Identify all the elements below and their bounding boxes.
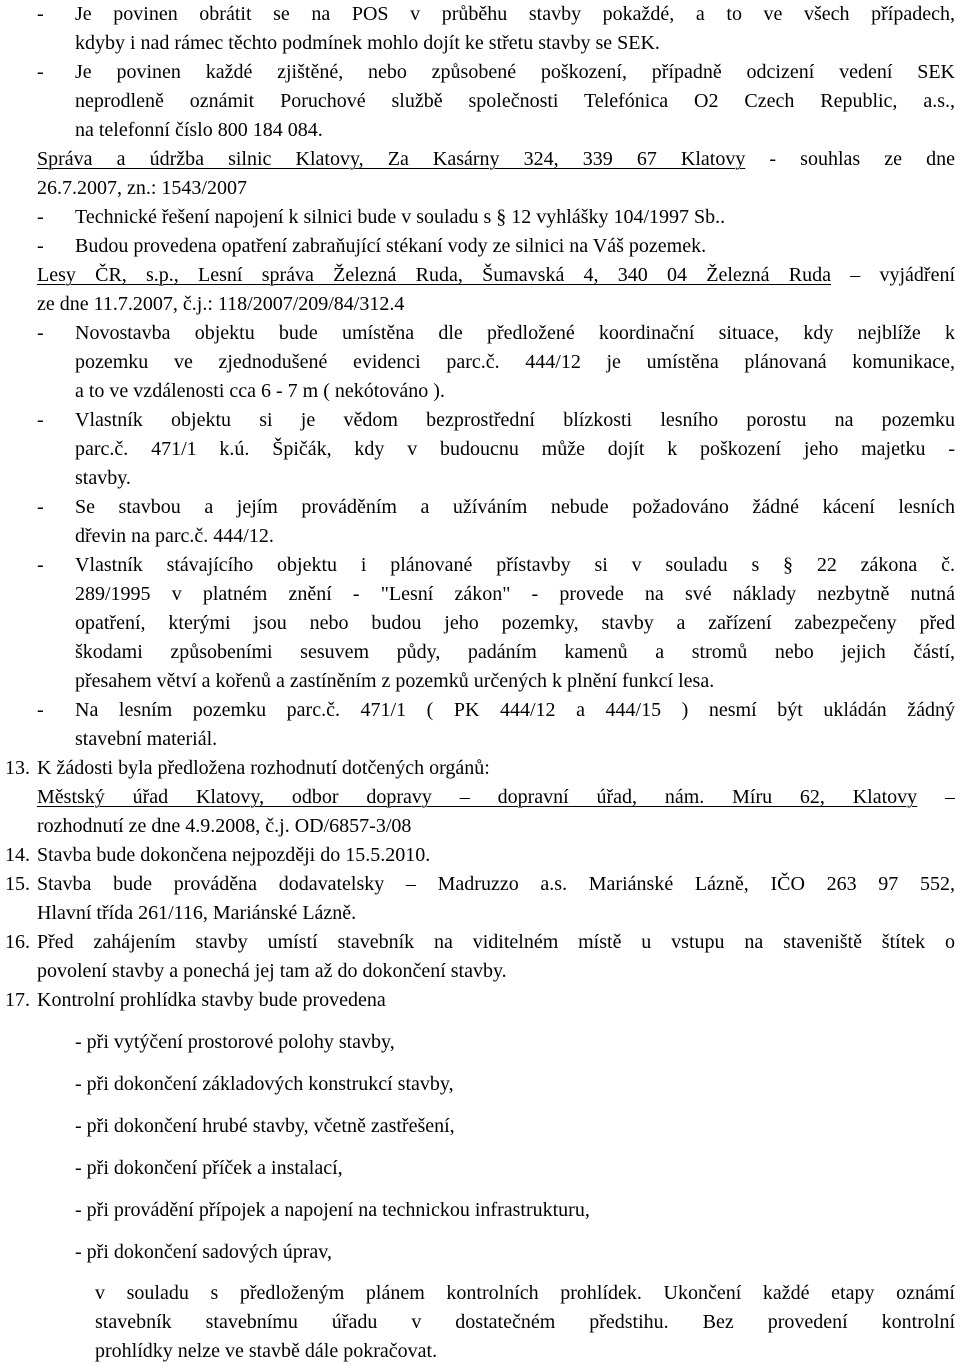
line-text: Před zahájením stavby umístí stavebník na viditelném místě u vstupu na staveniště štítek o xyxy=(37,931,955,953)
text-line xyxy=(37,812,411,840)
text-line xyxy=(75,1154,343,1182)
text-line xyxy=(37,290,404,318)
text-line xyxy=(75,203,725,231)
underlined-authority: Lesy ČR, s.p., Lesní správa Železná Ruda, Šumavská 4, 340 04 Železná Ruda xyxy=(37,264,831,286)
line-text: kdyby i nad rámec těchto podmínek mohlo dojít ke střetu stavby se SEK. xyxy=(75,32,660,54)
line-text: neprodleně oznámit Poruchové službě společnosti Telefónica O2 Czech Republic, a.s., xyxy=(75,90,955,112)
text-line xyxy=(37,899,356,927)
list-dash: - xyxy=(37,3,44,25)
text-line xyxy=(37,783,955,811)
line-text: Vlastník stávajícího objektu i plánované přístavby si v souladu s § 22 zákona č. xyxy=(75,554,955,576)
text-line xyxy=(75,0,955,28)
text-line xyxy=(75,406,955,434)
text-line xyxy=(75,1238,332,1266)
line-text: přesahem větví a kořenů a zastíněním z pozemků určených k plnění funkcí lesa. xyxy=(75,670,715,692)
line-text: - při dokončení hrubé stavby, včetně zastřešení, xyxy=(75,1115,455,1137)
line-text: pozemku ve zjednodušené evidenci parc.č. 444/12 je umístěna plánovaná komunikace, xyxy=(75,351,955,373)
item-number: 17. xyxy=(5,989,30,1011)
text-line xyxy=(37,986,386,1014)
line-text: opatření, kterými jsou nebo budou jeho pozemky, stavby a zařízení zabezpečeny před xyxy=(75,612,955,634)
line-text: Kontrolní prohlídka stavby bude provedena xyxy=(37,989,386,1011)
list-dash: - xyxy=(37,235,44,257)
text-line xyxy=(75,725,217,753)
list-dash: - xyxy=(37,409,44,431)
line-text: Je povinen každé zjištěné, nebo způsobené poškození, případně odcizení vedení SEK xyxy=(75,61,955,83)
line-text: rozhodnutí ze dne 4.9.2008, č.j. OD/6857-3/08 xyxy=(37,815,412,837)
text-line xyxy=(75,1112,455,1140)
text-line xyxy=(75,638,955,666)
line-text: K žádosti byla předložena rozhodnutí dotčených orgánů: xyxy=(37,757,490,779)
line-text: - souhlas ze dne xyxy=(745,148,955,170)
line-text: stavební materiál. xyxy=(75,728,218,750)
text-line xyxy=(75,435,955,463)
line-text: Budou provedena opatření zabraňující stékaní vody ze silnici na Váš pozemek. xyxy=(75,235,707,257)
item-number: 16. xyxy=(5,931,30,953)
line-text: Stavba bude dokončena nejpozději do 15.5.2010. xyxy=(37,844,431,866)
line-text: Se stavbou a jejím prováděním a užíváním nebude požadováno žádné kácení lesních xyxy=(75,496,955,518)
line-text: a to ve vzdálenosti cca 6 - 7 m ( nekótováno ). xyxy=(75,380,445,402)
list-dash: - xyxy=(37,322,44,344)
text-line xyxy=(75,87,955,115)
line-text: Technické řešení napojení k silnici bude v souladu s § 12 vyhlášky 104/1997 Sb.. xyxy=(75,206,726,228)
line-text: stavby. xyxy=(75,467,131,489)
line-text: v souladu s předloženým plánem kontrolních prohlídek. Ukončení každé etapy oznámí xyxy=(95,1282,955,1304)
text-line xyxy=(75,1196,590,1224)
line-text: prohlídky nelze ve stavbě dále pokračovat. xyxy=(95,1340,438,1362)
text-line xyxy=(75,493,955,521)
line-text: 26.7.2007, zn.: 1543/2007 xyxy=(37,177,247,199)
text-line xyxy=(37,174,247,202)
text-line xyxy=(95,1279,955,1307)
line-text: – vyjádření xyxy=(831,264,955,286)
list-dash: - xyxy=(37,61,44,83)
line-text: 289/1995 v platném znění - "Lesní zákon" - provede na své náklady nezbytně nutná xyxy=(75,583,955,605)
text-line xyxy=(37,145,955,173)
text-line xyxy=(75,1028,395,1056)
text-line xyxy=(75,1070,454,1098)
text-line xyxy=(75,522,274,550)
text-line xyxy=(75,232,706,260)
text-line xyxy=(75,464,131,492)
item-number: 13. xyxy=(5,757,30,779)
text-line xyxy=(75,116,323,144)
line-text: ze dne 11.7.2007, č.j.: 118/2007/209/84/312.4 xyxy=(37,293,405,315)
list-dash: - xyxy=(37,554,44,576)
line-text: - při dokončení příček a instalací, xyxy=(75,1157,343,1179)
line-text: povolení stavby a ponechá jej tam až do dokončení stavby. xyxy=(37,960,507,982)
text-line xyxy=(75,377,445,405)
text-line xyxy=(75,609,955,637)
list-dash: - xyxy=(37,496,44,518)
list-dash: - xyxy=(37,206,44,228)
line-text: Na lesním pozemku parc.č. 471/1 ( PK 444/12 a 444/15 ) nesmí být ukládán žádný xyxy=(75,699,955,721)
text-line xyxy=(75,551,955,579)
text-line xyxy=(75,667,714,695)
text-line xyxy=(75,696,955,724)
underlined-authority: Správa a údržba silnic Klatovy, Za Kasárny 324, 339 67 Klatovy xyxy=(37,148,746,170)
text-line xyxy=(37,261,955,289)
line-text: Stavba bude prováděna dodavatelsky – Madruzzo a.s. Mariánské Lázně, IČO 263 97 552, xyxy=(37,873,955,895)
line-text: - při dokončení sadových úprav, xyxy=(75,1241,332,1263)
line-text: – xyxy=(917,786,955,808)
text-line xyxy=(75,29,660,57)
text-line xyxy=(37,841,430,869)
text-line xyxy=(37,754,490,782)
text-line xyxy=(75,580,955,608)
list-dash: - xyxy=(37,699,44,721)
line-text: - při provádění přípojek a napojení na technickou infrastrukturu, xyxy=(75,1199,590,1221)
line-text: škodami způsobeními sesuvem půdy, padáním kamenů a stromů nebo jejich částí, xyxy=(75,641,955,663)
text-line xyxy=(75,58,955,86)
line-text: na telefonní číslo 800 184 084. xyxy=(75,119,323,141)
line-text: Je povinen obrátit se na POS v průběhu stavby pokaždé, a to ve všech případech, xyxy=(75,3,955,25)
line-text: parc.č. 471/1 k.ú. Špičák, kdy v budoucnu může dojít k poškození jeho majetku - xyxy=(75,438,955,460)
line-text: stavebník stavebnímu úřadu v dostatečném předstihu. Bez provedení kontrolní xyxy=(95,1311,955,1333)
line-text: Novostavba objektu bude umístěna dle předložené koordinační situace, kdy nejblíže k xyxy=(75,322,955,344)
line-text: Hlavní třída 261/116, Mariánské Lázně. xyxy=(37,902,357,924)
text-line xyxy=(95,1308,955,1336)
item-number: 15. xyxy=(5,873,30,895)
text-line xyxy=(75,319,955,347)
text-line xyxy=(95,1337,437,1365)
text-line xyxy=(37,957,507,985)
underlined-authority: Městský úřad Klatovy, odbor dopravy – dopravní úřad, nám. Míru 62, Klatovy xyxy=(37,786,918,808)
line-text: - při dokončení základových konstrukcí stavby, xyxy=(75,1073,454,1095)
text-line xyxy=(75,348,955,376)
line-text: Vlastník objektu si je vědom bezprostřední blízkosti lesního porostu na pozemku xyxy=(75,409,955,431)
item-number: 14. xyxy=(5,844,30,866)
text-line xyxy=(37,870,955,898)
line-text: - při vytýčení prostorové polohy stavby, xyxy=(75,1031,395,1053)
text-line xyxy=(37,928,955,956)
line-text: dřevin na parc.č. 444/12. xyxy=(75,525,274,547)
